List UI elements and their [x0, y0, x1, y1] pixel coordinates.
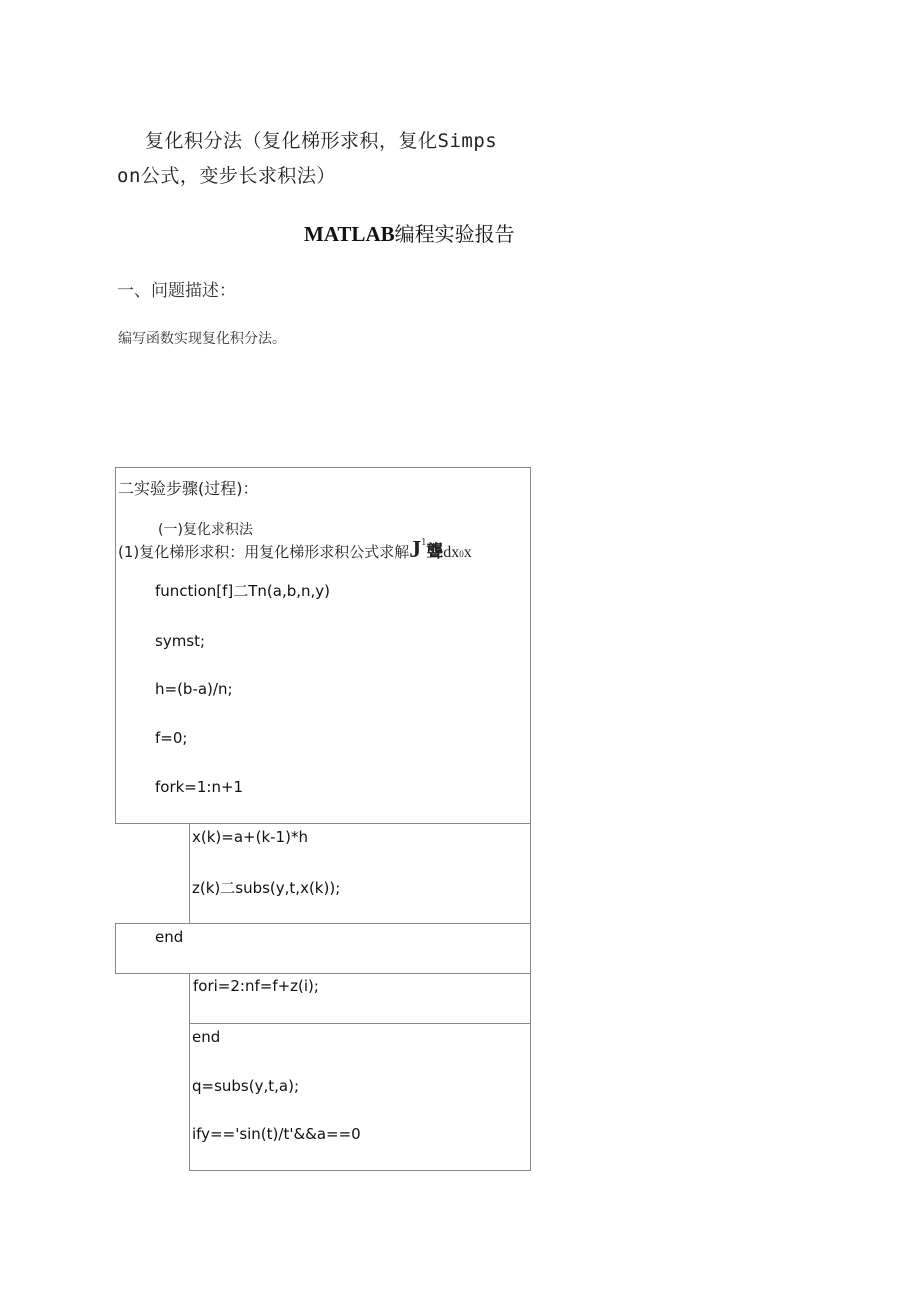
- section1-heading: 一、问题描述：: [117, 281, 236, 301]
- code-line: x(k)=a+(k-1)*h: [192, 828, 308, 846]
- document-title-line1: 复化积分法（复化梯形求积，复化Simps: [145, 130, 498, 152]
- code-line: end: [192, 1028, 221, 1046]
- code-line: end: [155, 928, 184, 946]
- section1-text: 编写函数实现复化积分法。: [118, 331, 286, 347]
- code-line: ify=='sin(t)/t'&&a==0: [192, 1125, 361, 1143]
- formula-dx: dx: [443, 544, 460, 561]
- formula-x: x: [463, 544, 472, 561]
- formula-glyph: 聾: [426, 542, 444, 562]
- code-line: q=subs(y,t,a);: [192, 1077, 299, 1095]
- report-subtitle: [304, 218, 515, 247]
- subtitle-latin: MATLAB: [304, 222, 395, 246]
- code-line: fori=2:nf=f+z(i);: [193, 977, 319, 995]
- item1-text: (1)复化梯形求积：用复化梯形求积公式求解: [118, 543, 410, 561]
- item1-line: [118, 537, 472, 564]
- code-line: h=(b-a)/n;: [155, 680, 233, 698]
- integral-sign: J: [409, 537, 422, 563]
- subtitle-cjk: 编程实验报告: [394, 222, 515, 246]
- subsection-heading: (一)复化求积法: [158, 522, 253, 538]
- code-line: z(k)二subs(y,t,x(k));: [192, 879, 341, 897]
- code-line: f=0;: [155, 729, 188, 747]
- code-line: function[f]二Tn(a,b,n,y): [155, 582, 331, 600]
- code-line: fork=1:n+1: [155, 778, 244, 796]
- integral-upper-limit: 1: [421, 537, 427, 548]
- code-box-tail: [189, 1023, 531, 1171]
- section2-heading: 二实验步骤(过程)：: [118, 479, 259, 498]
- formula-subscript: 0: [459, 549, 464, 559]
- document-title-line2: on公式，变步长求积法）: [117, 165, 336, 187]
- code-line: symst;: [155, 632, 206, 650]
